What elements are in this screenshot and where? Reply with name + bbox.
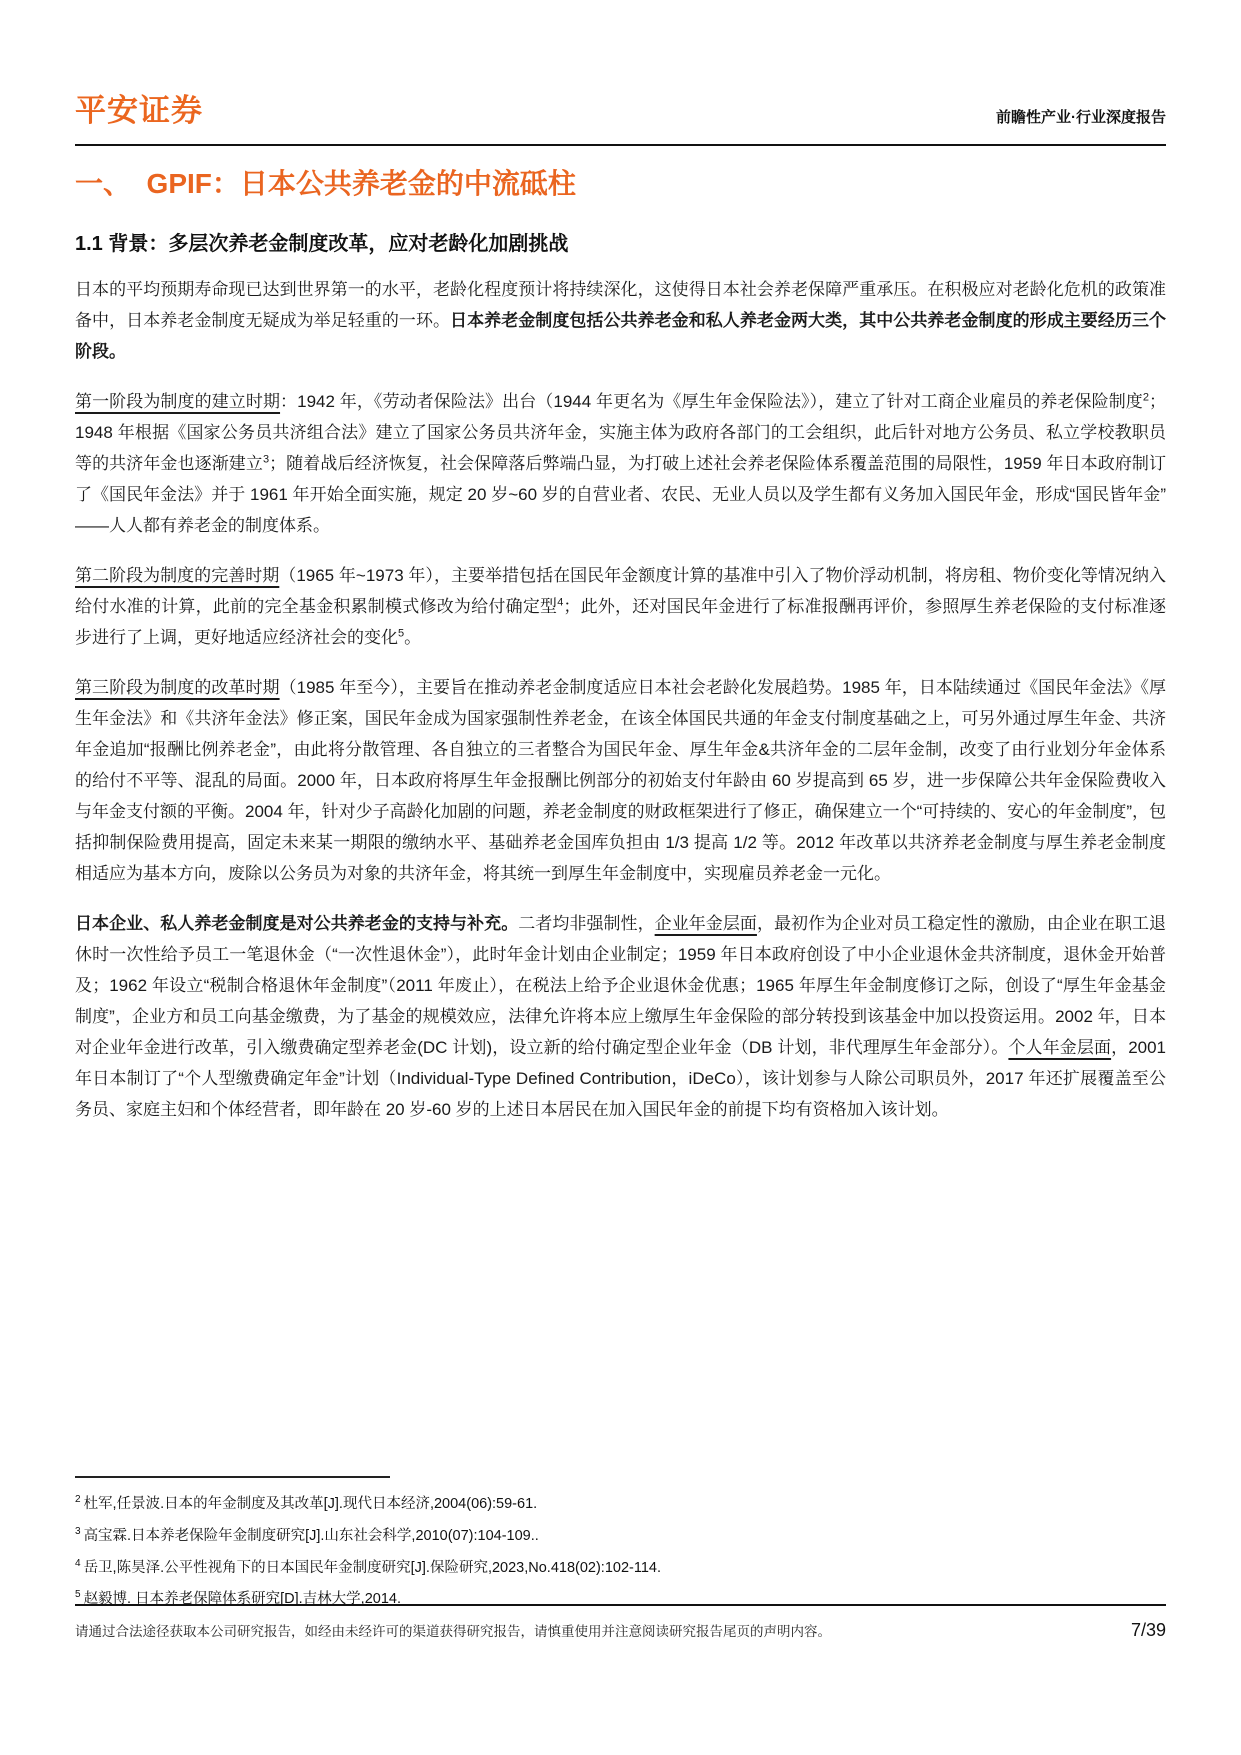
text-segment: 个人年金层面 <box>1008 1038 1112 1057</box>
text-segment: 日本企业、私人养老金制度是对公共养老金的支持与补充。 <box>75 914 519 933</box>
chapter-title: 一、 GPIF：日本公共养老金的中流砥柱 <box>75 168 576 199</box>
footnote-ref: 2 <box>1142 391 1149 404</box>
paragraph <box>75 560 1166 653</box>
paragraph <box>75 274 1166 367</box>
text-segment: 日本养老金制度包括公共养老金和私人养老金两大类，其中公共养老金制度的形成主要经历三个阶段。 <box>75 311 1166 361</box>
footnote-marker: 4 <box>75 1557 81 1569</box>
footnote-text: 岳卫,陈昊泽.公平性视角下的日本国民年金制度研究[J].保险研究,2023,No.418(02):102-114. <box>83 1559 662 1576</box>
footnote-ref: 5 <box>398 627 405 640</box>
footnote-list <box>75 1486 1166 1613</box>
report-type-label: 前瞻性产业·行业深度报告 <box>996 109 1166 126</box>
footnote-ref: 3 <box>262 453 270 466</box>
text-segment: 第三阶段为制度的改革时期 <box>75 678 280 697</box>
footnote-text: 高宝霖.日本养老保险年金制度研究[J].山东社会科学,2010(07):104-109.. <box>83 1527 539 1544</box>
text-segment: 第一阶段为制度的建立时期 <box>75 392 281 411</box>
body-paragraphs <box>75 274 1166 1125</box>
footnote-marker: 2 <box>75 1494 81 1505</box>
footer-divider <box>75 1604 1166 1606</box>
footnotes-block <box>75 1476 1166 1613</box>
text-segment: 。 <box>404 628 422 647</box>
text-segment: 二者均非强制性， <box>518 914 655 933</box>
footnote-text: 赵毅博. 日本养老保障体系研究[D].吉林大学,2014. <box>83 1591 401 1608</box>
text-segment: 日本的平均预期寿命现已达到世界第一的水平，老龄化程度预计将持续深化，这使得日本社会养老保障严重承压。在积极应对老龄化危机的政策准备中，日本养老金制度无疑成为举足轻重的一环。 <box>75 280 1166 330</box>
section-heading: 1.1 背景：多层次养老金制度改革，应对老龄化加剧挑战 <box>75 233 569 255</box>
text-segment: ，2001 年日本制订了“个人型缴费确定年金”计划（Individual-Type Defined Contribution，iDeCo），该计划参与人除公司职员外，2017 年还扩展覆盖至公务员、家庭主妇和个体经营者，即年龄在 20 岁-60 岁的上述日本居民在加入国民年金的前提下均有资格加入该计划。 <box>75 1038 1167 1119</box>
disclaimer-text: 请通过合法途径获取本公司研究报告，如经由未经许可的渠道获得研究报告，请慎重使用并注意阅读研究报告尾页的声明内容。 <box>75 1624 831 1639</box>
text-segment: ；1948 年根据《国家公务员共济组合法》建立了国家公务员共济年金，实施主体为政府各部门的工会组织，此后针对地方公务员、私立学校教职员等的共济年金也逐渐建立 <box>75 392 1166 473</box>
page-number: 7/39 <box>1130 1620 1166 1640</box>
brand-logo: 平安证券 <box>75 93 203 128</box>
footnote-marker: 5 <box>75 1589 81 1601</box>
header-divider <box>75 144 1166 146</box>
footnote-item <box>75 1550 1166 1582</box>
footnote-item <box>75 1486 1166 1518</box>
text-segment: 企业年金层面 <box>654 914 757 933</box>
footnote-divider <box>75 1476 390 1478</box>
text-segment: ：1942 年，《劳动者保险法》出台（1944 年更名为《厚生年金保险法》），建立了针对工商企业雇员的养老保险制度 <box>280 392 1143 411</box>
footnote-text: 杜军,任景波.日本的年金制度及其改革[J].现代日本经济,2004(06):59-61. <box>83 1495 538 1512</box>
text-segment: ，最初作为企业对员工稳定性的激励，由企业在职工退休时一次性给予员工一笔退休金（“一次性退休金”），此时年金计划由企业制定；1959 年日本政府创设了中小企业退休金共济制度，退休金开始普及；1962 年设立“税制合格退休年金制度”（2011 年废止），在税法上给予企业退休金优惠；1965 年厚生年金制度修订之际，创设了“厚生年金基金制度”，企业方和员工向基金缴费，为了基金的规模效应，法律允许将本应上缴厚生年金保险的部分转投到该基金中加以投资运用。2002 年，日本对企业年金进行改革，引入缴费确定型养老金(DC 计划)，设立新的给付确定型企业年金（DB 计划，非代理厚生年金部分）。 <box>75 914 1167 1057</box>
text-segment: （1965 年~1973 年），主要举措包括在国民年金额度计算的基准中引入了物价浮动机制，将房租、物价变化等情况纳入给付水准的计算，此前的完全基金积累制模式修改为给付确定型 <box>75 566 1166 616</box>
text-segment: 第二阶段为制度的完善时期 <box>75 566 280 585</box>
text-segment: （1985 年至今），主要旨在推动养老金制度适应日本社会老龄化发展趋势。1985 年，日本陆续通过《国民年金法》《厚生年金法》和《共济年金法》修正案，国民年金成为国家强制性养老金，在该全体国民共通的年金支付制度基础之上，可另外通过厚生年金、共济年金追加“报酬比例养老金”，由此将分散管理、各自独立的三者整合为国民年金、厚生年金&共济年金的二层年金制，改变了由行业划分年金体系的给付不平等、混乱的局面。2000 年，日本政府将厚生年金报酬比例部分的初始支付年龄由 60 岁提高到 65 岁，进一步保障公共年金保险费收入与年金支付额的平衡。2004 年，针对少子高龄化加剧的问题，养老金制度的财政框架进行了修正，确保建立一个“可持续的、安心的年金制度”，包括抑制保险费用提高，固定未来某一期限的缴纳水平、基础养老金国库负担由 1/3 提高 1/2 等。2012 年改革以共济养老金制度与厚生养老金制度相适应为基本方向，废除以公务员为对象的共济年金，将其统一到厚生年金制度中，实现雇员养老金一元化。 <box>75 678 1166 883</box>
paragraph <box>75 386 1166 541</box>
footnote-marker: 3 <box>75 1525 81 1537</box>
text-segment: ；此外，还对国民年金进行了标准报酬再评价，参照厚生养老保险的支付标准逐步进行了上调，更好地适应经济社会的变化 <box>75 597 1166 647</box>
page-header <box>75 92 1166 130</box>
page-footer <box>75 1604 1166 1641</box>
paragraph <box>75 908 1166 1125</box>
footnote-item <box>75 1518 1166 1550</box>
footnote-ref: 4 <box>557 596 564 609</box>
text-segment: ；随着战后经济恢复，社会保障落后弊端凸显，为打破上述社会养老保险体系覆盖范围的局限性，1959 年日本政府制订了《国民年金法》并于 1961 年开始全面实施，规定 20 岁~60 岁的自营业者、农民、无业人员以及学生都有义务加入国民年金，形成“国民皆年金”——人人都有养老金的制度体系。 <box>75 454 1167 535</box>
paragraph <box>75 672 1166 889</box>
